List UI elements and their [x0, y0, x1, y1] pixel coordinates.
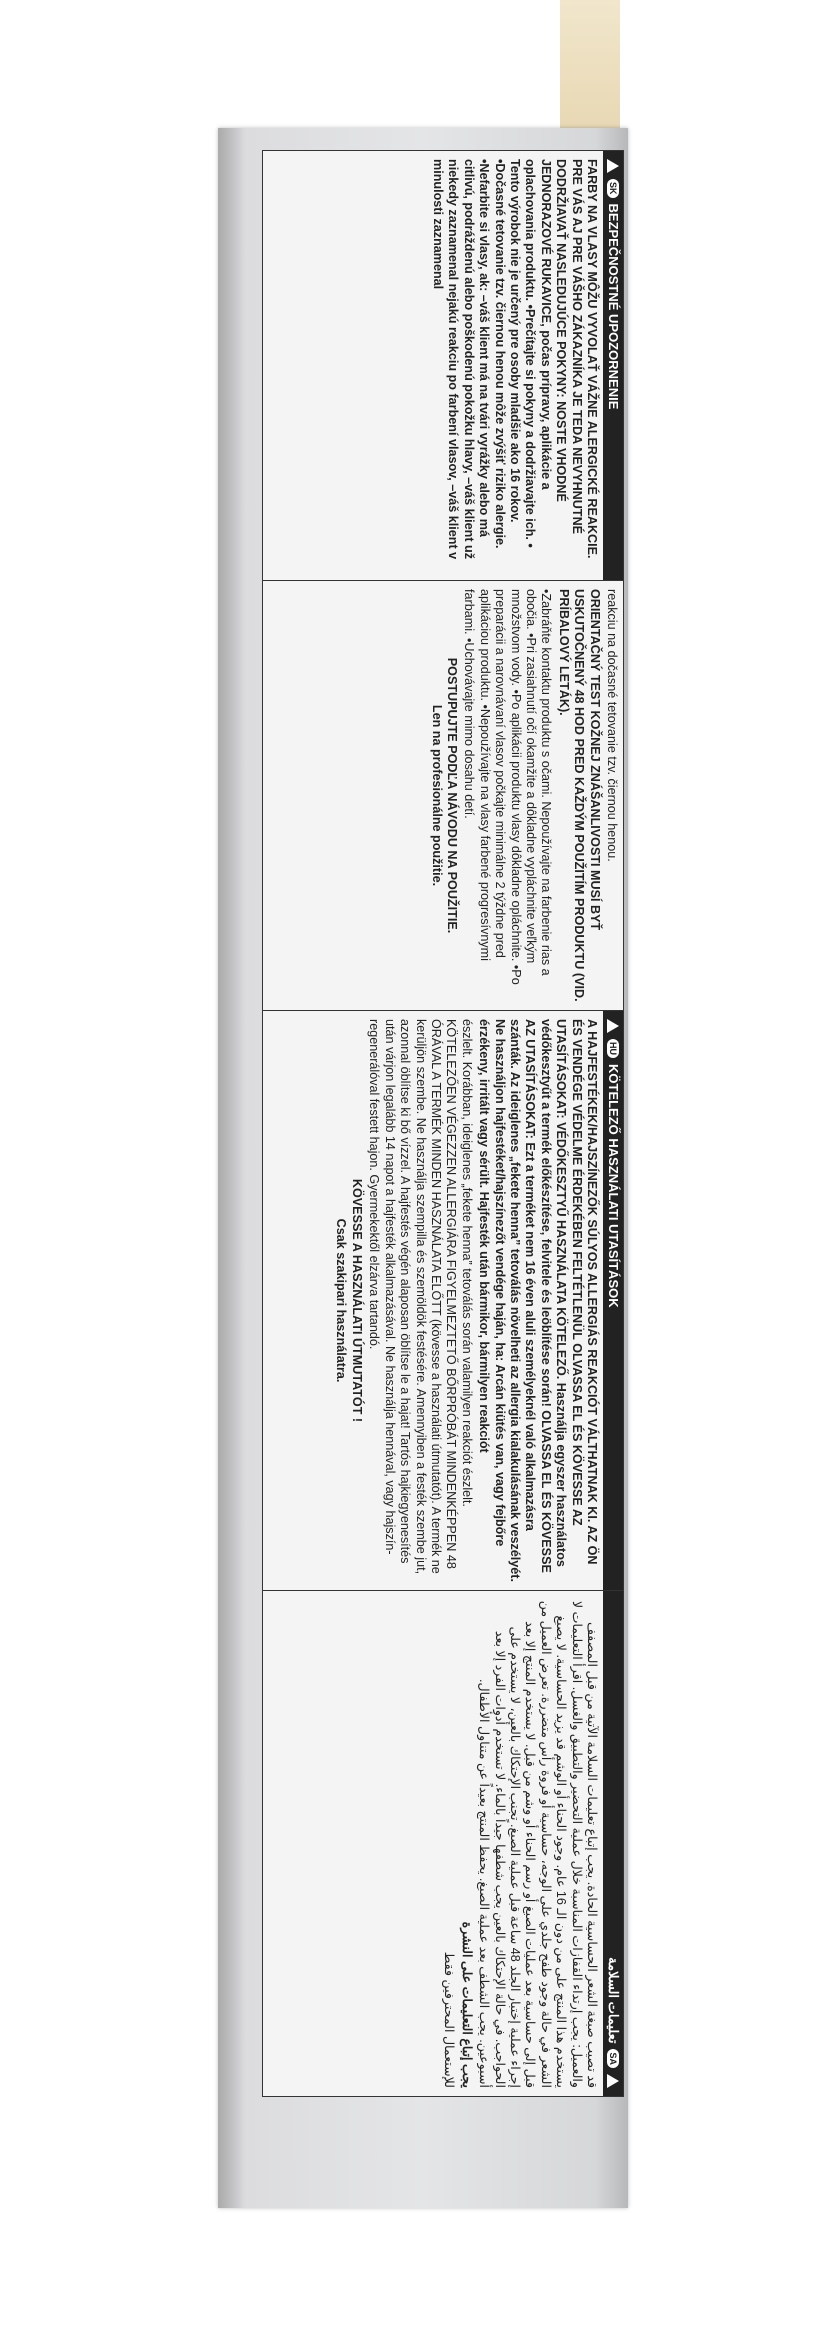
box-side-shade — [218, 128, 246, 2208]
hungarian-section — [263, 1011, 623, 1591]
slovak-header — [603, 151, 623, 580]
slovak-title: BEZPEČNOSTNÉ UPOZORNENIE — [606, 203, 621, 410]
hungarian-warning-text: A HAJFESTÉKEK/HAJSZÍNEZŐK SÚLYOS ALLERGIÁS REAKCIÓT VÁLTHATNAK KI. AZ ÖN ÉS VENDÉGE VÉDELME ÉRDEKÉBEN FELTÉTLENÜL OLVASSA EL ÉS KÖVESSE AZ UTASÍTÁSOKAT: VÉDŐKESZTYŰ HASZNÁLATA KÖTELEZŐ. Használja egyszer használatos védőkesztyűt a termék előkészítése, felvitele és leöblítése során! OLVASSA EL ÉS KÖVESSE AZ UTASÍTÁSOKAT: Ezt a terméket nem 16 éven aluli személyeknél való alkalmazásra szánták. Az ideiglenes „fekete henna” tetoválás növelheti az allergia kialakulásának veszélyét. Ne használjon hajfestéket/hajszínezőt vendége haján, ha: Arcán kiütés van, vagy fejbőre érzékeny, irritált vagy sérült. Hajfesték után bármikor, bármilyen reakciót — [477, 1019, 599, 1583]
arabic-warning-text: قد تصيب صبغة الشعر الحساسية الحادة. يجب إتباع تعليمات السلامة الآتية من قبل المصفف والعميل: يجب إرتداء القفازات المناسبة خلال عملية التحضير والتطبيق والغسل. اقرأ التعليمات لا يستخدم هذا المنتج على من دون الـ 16 عام. وجود الحناء أو الوشم قد يزيد الحساسية. لا يصبغ الشعر في حالة وجود طفح جلدي على الوجه، حساسية أو فروة رأس متضررة. تعرض العميل من قبل إلى حساسية بعد عمليات الصبغ أو رسم الحناء أو وشم من قبل. لا يستخدم المنتج إلا بعد إجراء عملية إختبار الجلد 48 ساعة قبل عملية الصبغ. تجنب الإحتكاك بالعين، لا يستخدم على الحواجب. في حالة الإحتكاك بالعين يجب شطفها جيداً بالماء. لا تستخدم أدوات الفرد إلا بعد أسبوعين. يجب الشطف بعد عملية الصبغ. يحفظ المنتج بعيداً عن متناول الأطفال. — [477, 1600, 599, 2088]
arabic-title: تعليمات السلامة — [606, 1957, 621, 2044]
slovak-warning-text: FARBY NA VLASY MÔŽU VYVOLAŤ VÁŽNE ALERGICKÉ REAKCIE. PRE VÁS AJ PRE VÁŠHO ZÁKAZNÍKA JE TEDA NEVYHNUTNÉ DODRŽIAVAŤ NASLEDUJÚCE POKYNY: NOSTE VHODNÉ JEDNORAZOVÉ RUKAVICE, počas prípravy, aplikácie a oplachovania produktu. •Prečítajte si pokyny a dodržiavajte ich. • Tento výrobok nie je určený pre osoby mladšie ako 16 rokov. •Dočasné tetovanie tzv. čiernou henou môže zvýšiť riziko alergie. •Nefarbite si vlasy, ak: –váš klient má na tvári vyrážky alebo má citlivú, podráždenú alebo poškodenú pokožku hlavy, –váš klient už niekedy zaznamenal nejakú reakciu po farbení vlasov, –váš klient v minulosti zaznamenal — [430, 159, 599, 560]
warning-triangle-icon — [607, 159, 619, 173]
warning-triangle-icon — [607, 1019, 619, 1033]
slovak-follow-instructions: POSTUPUJTE PODĽA NÁVODU NA POUŽITIE. — [444, 657, 459, 934]
slovak-professional-use: Len na profesionálne použitie. — [429, 704, 444, 887]
rotated-text-strip — [263, 151, 623, 2096]
slovak-section — [263, 151, 623, 581]
slovak-text-continued: reakciu na dočasné tetovanie tzv. čiernou henou. — [605, 589, 619, 862]
hungarian-title: KÖTELEZŐ HASZNÁLATI UTASÍTÁSOK — [606, 1064, 621, 1308]
box-top-edge — [560, 0, 620, 130]
hungarian-text-continued: észlelt. Korábban, ideiglenes „fekete henna” tetoválás során valamilyen reakciót észlelt. KÖTELEZŐEN VÉGEZZEN ALLERGIÁRA FIGYELMEZTETŐ BŐRPRÓBÁT MINDENKÉPPEN 48 ÓRÁVAL A TERMÉK MINDEN HASZNÁLATA ELŐTT (kövesse a használati útmutatót). A termék ne kerüljön szembe. Ne használja szempilla és szemöldök festésére. Amennyiben a festék szembe jut, azonnal öblítse ki bő vízzel. A hajfestés végén alaposan öblítse le a hajat! Tartós hajkiegyenesítés után várjon legalább 14 napot a hajfesték alkalmazásával. Ne használja hennával, vagy hajszín-regenerálóval festett hajon. Gyermekektől elzárva tartandó. — [367, 1019, 474, 1575]
language-badge-hu: HU — [607, 1039, 619, 1058]
warning-triangle-icon — [607, 2074, 619, 2088]
hungarian-header — [603, 1011, 623, 1590]
slovak-instructions-text: •Zabráňte kontaktu produktu s očami. Nepoužívajte na farbenie rias a obočia. •Pri zasiahnutí očí okamžite a dôkladne vypláchnite veľkým množstvom vody. •Po aplikácii produktu vlasy dôkladne opláchnite. •Po preparácii a narovnávaní vlasov počkajte minimálne 2 týždne pred aplikáciou produktu. •Nepoužívajte na vlasy farbené progresívnymi farbami. •Uchovávajte mimo dosahu detí. — [462, 589, 554, 985]
safety-label-panel — [262, 150, 624, 2097]
arabic-follow-instructions: يجب إتباع التعليمات على النشرة — [459, 1921, 474, 2088]
hungarian-professional-use: Csak szakipari használatra. — [334, 1218, 349, 1383]
slovak-skin-test-text: ORIENTAČNÝ TEST KOŽNEJ ZNÁŠANLIVOSTI MUSÍ BYŤ USKUTOČNENÝ 48 HOD PRED KAŽDÝM POUŽITÍM PRODUKTU (VID. PRÍBALOVÝ LETÁK). — [556, 589, 602, 1002]
arabic-professional-use: للإستعمال المحترفين فقط — [442, 1951, 457, 2088]
arabic-section — [263, 1591, 623, 2096]
hungarian-follow-instructions: KÖVESSE A HASZNÁLATI ÚTMUTATÓT ! — [349, 1178, 364, 1423]
slovak-section-continued — [263, 581, 623, 1011]
arabic-header — [603, 1591, 623, 2096]
language-badge-sa: SA — [607, 2049, 619, 2068]
language-badge-sk: SK — [607, 179, 619, 198]
